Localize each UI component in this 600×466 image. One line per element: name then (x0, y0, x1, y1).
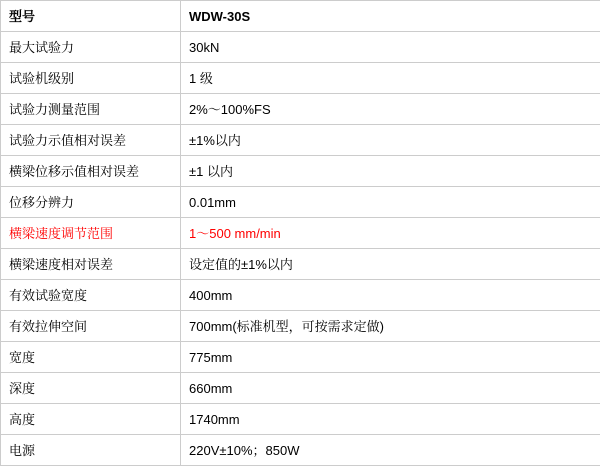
table-row (1, 404, 600, 435)
spec-value: 2%～100%FS (181, 94, 600, 125)
spec-value: ±1%以内 (181, 125, 600, 156)
table-row (1, 280, 600, 311)
spec-value: 660mm (181, 373, 600, 404)
table-row (1, 63, 600, 94)
spec-label: 位移分辨力 (1, 187, 181, 218)
spec-value: 30kN (181, 32, 600, 63)
spec-label: 有效试验宽度 (1, 280, 181, 311)
table-row (1, 218, 600, 249)
spec-label: 横梁速度调节范围 (1, 218, 181, 249)
table-row (1, 32, 600, 63)
table-row (1, 125, 600, 156)
spec-label: 宽度 (1, 342, 181, 373)
table-row (1, 249, 600, 280)
spec-label: 试验力示值相对误差 (1, 125, 181, 156)
table-row (1, 1, 600, 32)
table-row (1, 373, 600, 404)
spec-label: 电源 (1, 435, 181, 466)
table-row (1, 342, 600, 373)
spec-value: 400mm (181, 280, 600, 311)
spec-label: 高度 (1, 404, 181, 435)
spec-value: 0.01mm (181, 187, 600, 218)
spec-value: 1 级 (181, 63, 600, 94)
table-row (1, 187, 600, 218)
spec-value: 220V±10%；850W (181, 435, 600, 466)
spec-value: 设定值的±1%以内 (181, 249, 600, 280)
spec-value: 1～500 mm/min (181, 218, 600, 249)
spec-label: 型号 (1, 1, 181, 32)
spec-label: 有效拉伸空间 (1, 311, 181, 342)
spec-label: 最大试验力 (1, 32, 181, 63)
table-row (1, 311, 600, 342)
spec-label: 试验机级别 (1, 63, 181, 94)
spec-value: ±1 以内 (181, 156, 600, 187)
spec-label: 试验力测量范围 (1, 94, 181, 125)
table-row (1, 435, 600, 466)
spec-value: 775mm (181, 342, 600, 373)
spec-value: 700mm(标准机型，可按需求定做) (181, 311, 600, 342)
spec-label: 深度 (1, 373, 181, 404)
specification-table-body (1, 1, 600, 466)
spec-value: WDW-30S (181, 1, 600, 32)
spec-value: 1740mm (181, 404, 600, 435)
spec-label: 横梁速度相对误差 (1, 249, 181, 280)
table-row (1, 156, 600, 187)
table-row (1, 94, 600, 125)
spec-label: 横梁位移示值相对误差 (1, 156, 181, 187)
